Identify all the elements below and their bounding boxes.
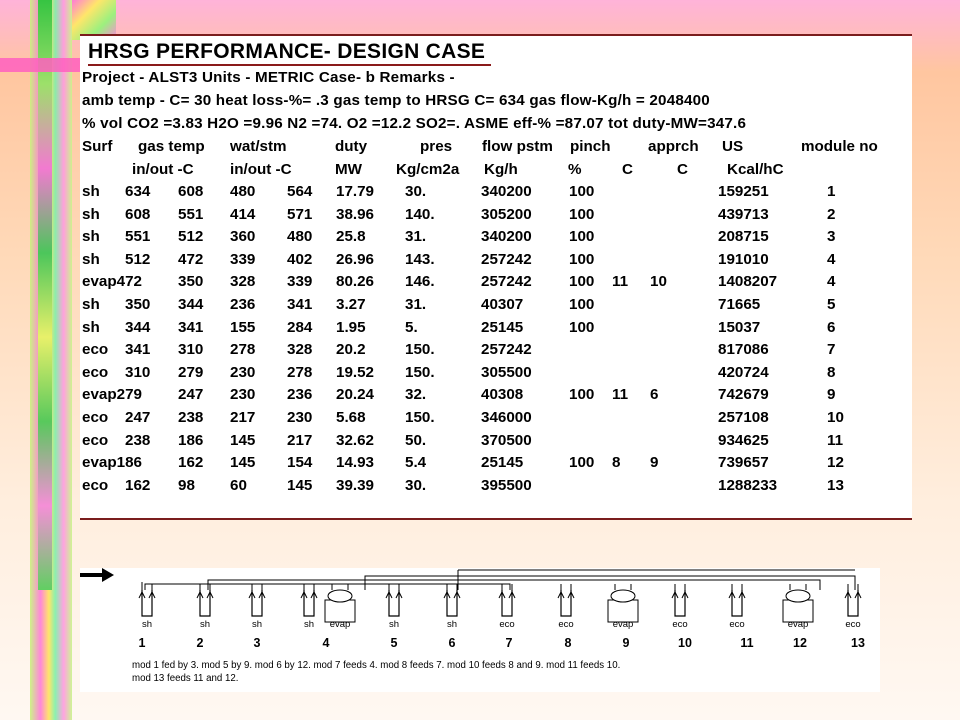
table-cell: 150. bbox=[405, 341, 435, 359]
module-type-label: eco bbox=[845, 619, 861, 630]
table-cell: 472 bbox=[178, 250, 204, 268]
module-type-label: sh bbox=[199, 619, 211, 630]
table-cell: sh bbox=[82, 250, 100, 268]
column-header: Surf bbox=[82, 138, 113, 155]
table-cell: 5.68 bbox=[336, 409, 366, 426]
info-line-project: Project - ALST3 Units - METRIC Case- b Remarks - bbox=[82, 69, 455, 86]
table-cell: 15037 bbox=[718, 318, 761, 336]
table-cell: 100 bbox=[569, 296, 595, 313]
table-cell: 278 bbox=[230, 341, 256, 359]
table-cell: evap186 bbox=[82, 454, 142, 472]
table-cell: 80.26 bbox=[336, 273, 375, 291]
module-number: 7 bbox=[505, 636, 513, 650]
table-cell: 5.4 bbox=[405, 454, 427, 472]
table-cell: sh bbox=[82, 296, 100, 313]
table-cell: 340200 bbox=[481, 183, 532, 200]
table-cell: 4 bbox=[827, 273, 836, 291]
column-header: gas temp bbox=[138, 138, 205, 155]
table-cell: 236 bbox=[230, 296, 256, 313]
module-number: 13 bbox=[851, 636, 865, 650]
table-cell: 257108 bbox=[718, 409, 769, 426]
column-header: pres bbox=[420, 138, 453, 155]
table-cell: 608 bbox=[178, 183, 204, 200]
module-number: 1 bbox=[138, 636, 146, 650]
table-cell: 154 bbox=[287, 454, 313, 472]
table-cell: 32.62 bbox=[336, 431, 375, 449]
module-type-label: sh bbox=[251, 619, 263, 630]
table-cell: 480 bbox=[287, 228, 313, 246]
column-subheader: C bbox=[622, 161, 633, 178]
table-cell: 1408207 bbox=[718, 273, 778, 291]
module-number: 5 bbox=[390, 636, 398, 650]
table-cell: 100 bbox=[569, 250, 595, 268]
column-header: apprch bbox=[648, 138, 699, 155]
table-cell: 608 bbox=[125, 205, 151, 223]
table-cell: 247 bbox=[178, 386, 204, 404]
table-cell: 230 bbox=[230, 386, 256, 404]
table-cell: 350 bbox=[125, 296, 151, 313]
table-cell: 279 bbox=[178, 363, 204, 381]
module-type-label: sh bbox=[446, 619, 458, 630]
column-subheader: % bbox=[568, 161, 582, 178]
info-line-ambient: amb temp - C= 30 heat loss-%= .3 gas temp to HRSG C= 634 gas flow-Kg/h = 2048400 bbox=[82, 92, 710, 109]
table-cell: 162 bbox=[125, 476, 151, 494]
table-cell: 230 bbox=[287, 409, 313, 426]
table-cell: 3 bbox=[827, 228, 836, 246]
table-cell: 512 bbox=[125, 250, 151, 268]
table-cell: 19.52 bbox=[336, 363, 375, 381]
table-cell: 143. bbox=[405, 250, 435, 268]
table-cell: 3.27 bbox=[336, 296, 366, 313]
table-cell: 159251 bbox=[718, 183, 769, 200]
table-cell: 344 bbox=[125, 318, 151, 336]
table-cell: 8 bbox=[612, 454, 621, 472]
module-type-label: sh bbox=[303, 619, 315, 630]
table-cell: 6 bbox=[827, 318, 836, 336]
table-cell: 341 bbox=[178, 318, 204, 336]
table-cell: eco bbox=[82, 341, 109, 359]
hrsg-module-diagram bbox=[80, 568, 880, 692]
table-cell: 247 bbox=[125, 409, 151, 426]
table-cell: 217 bbox=[287, 431, 313, 449]
table-cell: 60 bbox=[230, 476, 247, 494]
table-cell: 571 bbox=[287, 205, 313, 223]
column-subheader: Kcal/hC bbox=[727, 161, 784, 178]
table-cell: 439713 bbox=[718, 205, 769, 223]
table-cell: 341 bbox=[125, 341, 151, 359]
module-type-label: sh bbox=[388, 619, 400, 630]
table-cell: eco bbox=[82, 476, 109, 494]
table-cell: 8 bbox=[827, 363, 836, 381]
table-cell: 25145 bbox=[481, 318, 524, 336]
table-cell: 38.96 bbox=[336, 205, 375, 223]
column-subheader: in/out -C bbox=[132, 161, 194, 178]
table-cell: 30. bbox=[405, 476, 427, 494]
table-cell: sh bbox=[82, 318, 100, 336]
column-header: flow pstm bbox=[482, 138, 553, 155]
table-cell: 564 bbox=[287, 183, 313, 200]
table-cell: 13 bbox=[827, 476, 844, 494]
column-header: US bbox=[722, 138, 744, 155]
feed-note: mod 13 feeds 11 and 12. bbox=[132, 673, 239, 684]
module-type-label: eco bbox=[729, 619, 745, 630]
column-subheader: Kg/cm2a bbox=[396, 161, 460, 178]
module-number: 8 bbox=[564, 636, 572, 650]
module-number: 4 bbox=[322, 636, 330, 650]
table-cell: 934625 bbox=[718, 431, 769, 449]
table-cell: 340200 bbox=[481, 228, 532, 246]
table-cell: 742679 bbox=[718, 386, 769, 404]
module-schematic bbox=[80, 568, 880, 668]
module-number: 10 bbox=[678, 636, 692, 650]
column-header: pinch bbox=[570, 138, 611, 155]
table-cell: eco bbox=[82, 431, 109, 449]
table-cell: 370500 bbox=[481, 431, 532, 449]
table-cell: 39.39 bbox=[336, 476, 375, 494]
steam-drum bbox=[328, 590, 352, 602]
table-cell: 208715 bbox=[718, 228, 769, 246]
table-cell: 100 bbox=[569, 318, 595, 336]
table-cell: 31. bbox=[405, 228, 427, 246]
table-cell: 100 bbox=[569, 183, 595, 200]
table-cell: 30. bbox=[405, 183, 427, 200]
column-subheader: in/out -C bbox=[230, 161, 292, 178]
table-cell: 9 bbox=[827, 386, 836, 404]
table-cell: 146. bbox=[405, 273, 435, 291]
table-cell: 145 bbox=[230, 454, 256, 472]
table-cell: 257242 bbox=[481, 250, 532, 268]
table-cell: 310 bbox=[178, 341, 204, 359]
table-cell: evap279 bbox=[82, 386, 142, 404]
table-cell: 11 bbox=[827, 431, 844, 449]
module-type-label: eco bbox=[672, 619, 688, 630]
module-number: 12 bbox=[793, 636, 807, 650]
table-cell: 25145 bbox=[481, 454, 524, 472]
table-cell: 11 bbox=[612, 386, 629, 404]
table-cell: 100 bbox=[569, 454, 595, 472]
table-cell: 162 bbox=[178, 454, 204, 472]
table-cell: 739657 bbox=[718, 454, 769, 472]
table-cell: 1 bbox=[827, 183, 836, 200]
decorative-bar bbox=[0, 58, 80, 72]
table-cell: 17.79 bbox=[336, 183, 375, 200]
table-cell: 5. bbox=[405, 318, 418, 336]
table-cell: 40308 bbox=[481, 386, 524, 404]
table-cell: sh bbox=[82, 183, 100, 200]
table-cell: 395500 bbox=[481, 476, 532, 494]
table-cell: 284 bbox=[287, 318, 313, 336]
module-number: 2 bbox=[196, 636, 204, 650]
module-number: 11 bbox=[740, 636, 754, 650]
table-cell: 328 bbox=[287, 341, 313, 359]
table-cell: eco bbox=[82, 363, 109, 381]
table-cell: 217 bbox=[230, 409, 256, 426]
table-cell: 140. bbox=[405, 205, 435, 223]
module-type-label: evap bbox=[612, 619, 634, 630]
table-cell: 817086 bbox=[718, 341, 769, 359]
table-cell: 310 bbox=[125, 363, 151, 381]
table-cell: 305500 bbox=[481, 363, 532, 381]
column-subheader: MW bbox=[335, 161, 362, 178]
table-cell: 512 bbox=[178, 228, 204, 246]
table-cell: 5 bbox=[827, 296, 836, 313]
decorative-stripe-inner bbox=[38, 0, 52, 590]
table-cell: 257242 bbox=[481, 273, 532, 291]
column-header: module no bbox=[801, 138, 878, 155]
column-subheader: Kg/h bbox=[484, 161, 518, 178]
table-cell: eco bbox=[82, 409, 109, 426]
table-cell: 339 bbox=[287, 273, 313, 291]
table-cell: 1.95 bbox=[336, 318, 366, 336]
table-cell: 230 bbox=[230, 363, 256, 381]
table-cell: 9 bbox=[650, 454, 659, 472]
module-number: 3 bbox=[253, 636, 261, 650]
page-title: HRSG PERFORMANCE- DESIGN CASE bbox=[88, 40, 491, 66]
table-cell: 634 bbox=[125, 183, 151, 200]
table-cell: 10 bbox=[650, 273, 667, 291]
module-number: 6 bbox=[448, 636, 456, 650]
table-cell: 20.24 bbox=[336, 386, 375, 404]
module-number: 9 bbox=[622, 636, 630, 650]
steam-drum bbox=[611, 590, 635, 602]
table-cell: 20.2 bbox=[336, 341, 366, 359]
table-cell: 100 bbox=[569, 273, 595, 291]
info-line-composition: % vol CO2 =3.83 H2O =9.96 N2 =74. O2 =12.2 SO2=. ASME eff-% =87.07 tot duty-MW=347.6 bbox=[82, 115, 747, 132]
table-cell: 350 bbox=[178, 273, 204, 291]
module-type-label: eco bbox=[499, 619, 515, 630]
module-type-label: evap bbox=[787, 619, 809, 630]
module-type-label: eco bbox=[558, 619, 574, 630]
table-cell: 32. bbox=[405, 386, 427, 404]
table-cell: 339 bbox=[230, 250, 256, 268]
module-type-label: sh bbox=[141, 619, 153, 630]
table-cell: 341 bbox=[287, 296, 313, 313]
table-cell: 402 bbox=[287, 250, 313, 268]
table-cell: 25.8 bbox=[336, 228, 366, 246]
table-cell: 186 bbox=[178, 431, 204, 449]
table-cell: 420724 bbox=[718, 363, 769, 381]
table-cell: 414 bbox=[230, 205, 256, 223]
table-cell: 2 bbox=[827, 205, 836, 223]
table-cell: 12 bbox=[827, 454, 844, 472]
table-cell: 4 bbox=[827, 250, 836, 268]
table-cell: 145 bbox=[230, 431, 256, 449]
table-cell: 6 bbox=[650, 386, 659, 404]
table-cell: 145 bbox=[287, 476, 313, 494]
feed-note: mod 1 fed by 3. mod 5 by 9. mod 6 by 12. mod 7 feeds 4. mod 8 feeds 7. mod 10 feeds 8 and 9. mod 11 feeds 10. bbox=[132, 660, 621, 671]
table-cell: evap472 bbox=[82, 273, 142, 291]
table-cell: 238 bbox=[125, 431, 151, 449]
table-cell: 71665 bbox=[718, 296, 761, 313]
table-cell: 40307 bbox=[481, 296, 524, 313]
steam-drum bbox=[786, 590, 810, 602]
column-header: wat/stm bbox=[230, 138, 287, 155]
column-header: duty bbox=[335, 138, 368, 155]
table-cell: 100 bbox=[569, 205, 595, 223]
table-cell: 11 bbox=[612, 273, 629, 291]
table-cell: 150. bbox=[405, 409, 435, 426]
table-cell: 305200 bbox=[481, 205, 532, 223]
table-cell: 238 bbox=[178, 409, 204, 426]
table-cell: 328 bbox=[230, 273, 256, 291]
column-subheader: C bbox=[677, 161, 688, 178]
table-cell: 14.93 bbox=[336, 454, 375, 472]
table-cell: 551 bbox=[125, 228, 151, 246]
table-cell: 278 bbox=[287, 363, 313, 381]
table-cell: 551 bbox=[178, 205, 204, 223]
table-cell: 257242 bbox=[481, 341, 532, 359]
table-cell: 98 bbox=[178, 476, 195, 494]
table-cell: 346000 bbox=[481, 409, 532, 426]
table-cell: 10 bbox=[827, 409, 844, 426]
table-cell: 191010 bbox=[718, 250, 769, 268]
table-cell: 100 bbox=[569, 386, 595, 404]
table-cell: 344 bbox=[178, 296, 204, 313]
table-cell: 7 bbox=[827, 341, 836, 359]
table-cell: sh bbox=[82, 228, 100, 246]
table-cell: sh bbox=[82, 205, 100, 223]
table-cell: 150. bbox=[405, 363, 435, 381]
table-cell: 155 bbox=[230, 318, 256, 336]
table-cell: 236 bbox=[287, 386, 313, 404]
table-cell: 100 bbox=[569, 228, 595, 246]
module-type-label: evap bbox=[329, 619, 351, 630]
table-cell: 360 bbox=[230, 228, 256, 246]
table-cell: 480 bbox=[230, 183, 256, 200]
table-cell: 1288233 bbox=[718, 476, 778, 494]
table-cell: 26.96 bbox=[336, 250, 375, 268]
table-cell: 50. bbox=[405, 431, 427, 449]
table-cell: 31. bbox=[405, 296, 427, 313]
performance-table-panel bbox=[80, 34, 912, 520]
